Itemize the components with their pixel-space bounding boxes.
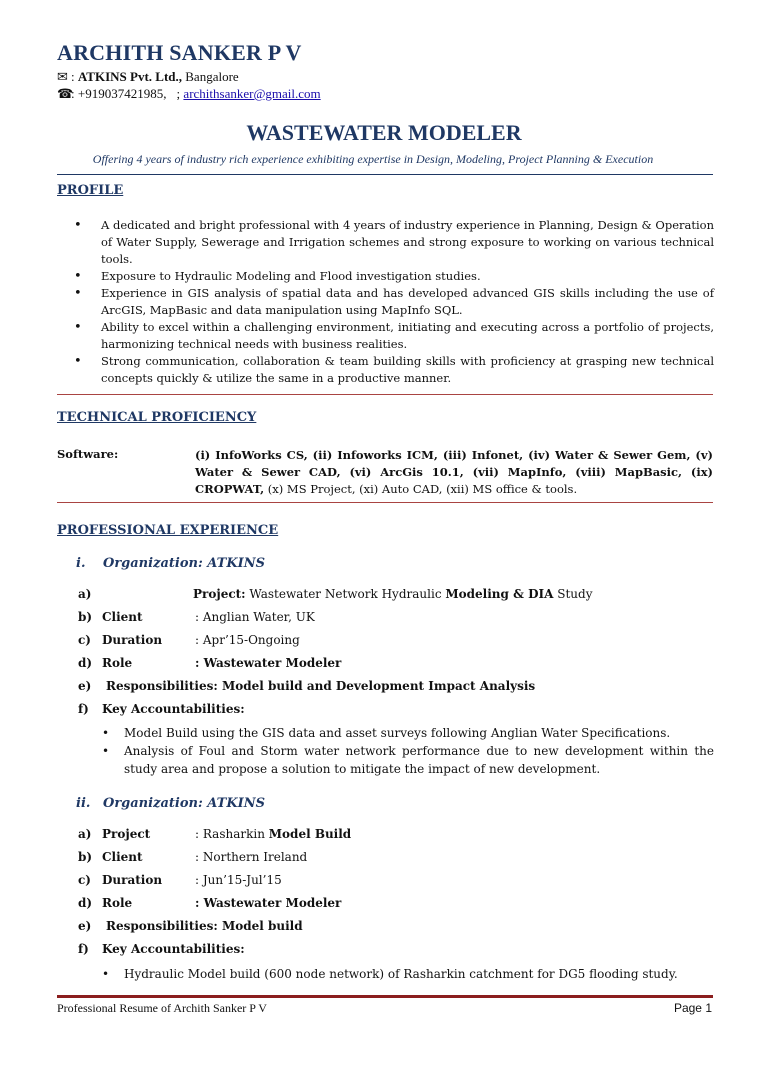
org-2-number: ii. [76, 796, 91, 811]
experience-heading: PROFESSIONAL EXPERIENCE [57, 523, 279, 538]
org-1-title: Organization: ATKINS [103, 556, 265, 571]
software-label: Software: [57, 447, 119, 461]
profile-list [74, 217, 714, 387]
phone-line [57, 86, 321, 102]
profile-item: • Ability to excel within a challenging environment, initiating and executing across a portfolio of projects, harmonizing technical needs with business realities. [74, 319, 714, 353]
profile-item: • Experience in GIS analysis of spatial data and has developed advanced GIS skills including the use of ArcGIS, MapBasic and data manipulation using MapInfo SQL. [74, 285, 714, 319]
header-divider [57, 174, 713, 175]
footer-text: Professional Resume of Archith Sanker P V [57, 1001, 267, 1015]
org-2-heading [76, 796, 265, 811]
company-line: ✉ : ATKINS Pvt. Ltd., Bangalore [57, 69, 239, 84]
accountability-item: • Hydraulic Model build (600 node network) of Rasharkin catchment for DG5 flooding study. [102, 965, 714, 983]
company-city: Bangalore [182, 69, 239, 84]
org-1-number: i. [76, 556, 86, 571]
company-name: ATKINS Pvt. Ltd., [77, 69, 183, 84]
profile-item: • Exposure to Hydraulic Modeling and Flood investigation studies. [74, 268, 714, 285]
candidate-name: ARCHITH SANKER P V [57, 40, 302, 65]
profile-divider [57, 394, 713, 395]
profile-item: • A dedicated and bright professional with 4 years of industry experience in Planning, Design & Operation of Water Supply, Sewerage and Irrigation schemes and strong exposure to working on various technical tools. [74, 217, 714, 268]
accountability-item: • Model Build using the GIS data and asset surveys following Anglian Water Specifications. [102, 724, 714, 742]
technical-heading: TECHNICAL PROFICIENCY [57, 410, 257, 425]
org-2-title: Organization: ATKINS [103, 796, 265, 811]
envelope-icon: ✉ [57, 69, 68, 84]
profile-heading: PROFILE [57, 183, 124, 198]
software-list [195, 447, 713, 498]
org-2-accountabilities-list [102, 965, 714, 983]
org-1-accountabilities-list [102, 724, 714, 778]
page-number: Page 1 [673, 1001, 712, 1015]
job-title: WASTEWATER MODELER [246, 120, 522, 145]
software-list-rest: (x) MS Project, (xi) Auto CAD, (xii) MS office & tools. [264, 482, 578, 496]
footer-bar [57, 995, 713, 998]
software-list-bold: (i) InfoWorks CS, (ii) Infoworks ICM, (iii) Infonet, (iv) Water & Sewer Gem, (v) Water & Sewer CAD, (vi) ArcGis 10.1, (vii) MapInfo, (viii) MapBasic, (ix) CROPWAT, [195, 448, 713, 496]
tagline: Offering 4 years of industry rich experience exhibiting expertise in Design, Modeling, Project Planning & Execution [92, 152, 654, 166]
phone-number: : +919037421985, ; [71, 86, 177, 101]
technical-divider [57, 502, 713, 503]
org-1-heading [76, 556, 265, 571]
accountability-item: • Analysis of Foul and Storm water network performance due to new development within the study area and propose a solution to mitigate the impact of new development. [102, 742, 714, 778]
phone-icon: ☎ [57, 86, 74, 101]
profile-item: • Strong communication, collaboration & team building skills with proficiency at grasping new technical concepts quickly & utilize the same in a productive manner. [74, 353, 714, 387]
email-link[interactable]: archithsanker@gmail.com [176, 86, 314, 101]
